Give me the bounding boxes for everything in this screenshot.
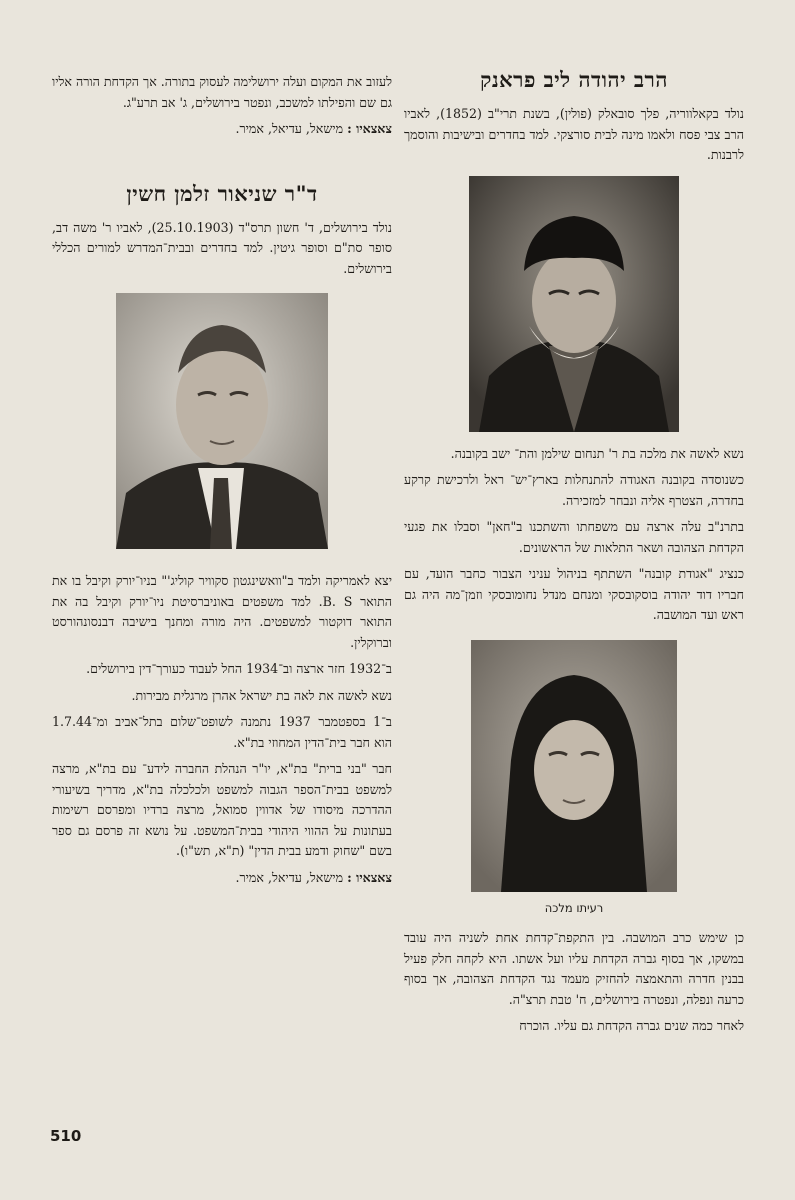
paragraph-aliyah: בתרנ"ב עלה ארצה עם משפחתו והשתכנו ב"חאן" וסבלו את פגעי הקדחת הצהובה ושאר התלאות של הראשונים. bbox=[404, 519, 744, 555]
paragraph-founding: כשנוסדה בקובנה האגודה להתנחלות בארץ־יש־ ראל ולרכישת קרקע בחדרה, הצטרף אליה ונבחר למזכירה. bbox=[404, 472, 744, 508]
paragraph-descendants-chesin bbox=[52, 868, 392, 889]
paragraph-1932: ב־1932 חזר ארצה וב־1934 החל לעבוד כעורך־דין בירושלים. bbox=[86, 661, 392, 676]
paragraph-america: יצא לאמריקה ולמד ב"וואשינגטון סקוויר קוליג'" בניו־יורק וקיבל בו את התואר B. S. למד משפטים באוניברסיטת ניו־יורק וקיבל בה את התואר דוקטור למשפטים. היה מורה ומחנך בישיבה דבנסונהורסט וברוקלין. bbox=[52, 573, 393, 650]
descendants-label: צאצאיו : bbox=[347, 869, 392, 885]
descendants-label: צאצאיו : bbox=[347, 121, 392, 136]
portrait-rabbi-frank bbox=[469, 176, 679, 432]
article-heading-frank: הרב יהודה ליב פראנק bbox=[480, 67, 668, 92]
paragraph-intro-chesin: נולד בירושלים, ד' חשון תרס"ד (25.10.1903), לאביו ר' משה דב, סופר סת"ם וסופר גיטין. למד בחדרים ובבית־המדרש למורים הכללי בירושלים. bbox=[52, 219, 393, 276]
photo-caption: רעיתו מלכה bbox=[544, 900, 604, 915]
paragraph-agudah: כנציג "אגודת קובנה" השתתף בניהול עניני הצבור כחבר הועד, עם חבריו דוד יהודה בוסקובסקי ומנחם מנדל נחומובסקי וזמן־מה היה גם ראש ועד המושבה. bbox=[404, 566, 744, 622]
paragraph-rabbi: כן שימש כרב המושבה. בין התקפת־קדחת אחת לשניה היה עובד במשקו, אך בסוף גברה הקדחת עליו ועל אשתו. היא לקחה חלק פעיל בבנין חדרה והתאמצה להחזיק מעמד נגד הקדחת הצהובה, אך בסוף כרעה ונפלה, ונפטרה בירושלים, ח' טבת תרצ"ה. bbox=[404, 930, 744, 1007]
portrait-wife-malka bbox=[471, 640, 677, 892]
left-column bbox=[52, 72, 392, 894]
paragraph-bnei-brit: חבר "בני ברית" בת"א, יו"ר הנהלת החברה לידע־ עם בת"א, מרצה למשפט בבית־הספר הגבוה למשפט ולכלכלה בת"א, מדריך בשיעורי ההדרכה מיסודו של אדווין סמואל, מרצה ברדיו ומפרסם רשימות בעתונות על ההווי היהודי בבית־המשפט. על נושא זה פרסם גם ספר בשם "שחוק ודמע בבית הדין" (ת"א, תש"ו). bbox=[52, 761, 392, 858]
paragraph-descendants-frank bbox=[52, 119, 392, 140]
descendants-text: מישאל, עדיאל, אמיר. bbox=[235, 121, 344, 136]
paragraph-continuation: לעזוב את המקום ועלה ירושלימה לעסוק בתורה. אך הקדחת הורה אליו גם שם והפילתו למשכב, ונפטר בירושלים, ג' אב תרע"ג. bbox=[52, 74, 392, 110]
article-heading-chesin: ד"ר שניאור זלמן חשין bbox=[126, 180, 318, 206]
paragraph-end: לאחר כמה שנים גברה הקדחת גם עליו. הוכרח bbox=[519, 1018, 744, 1033]
paragraph-judge: ב־1 בספטמבר 1937 נתמנה לשופט־שלום בתל־אביב ומ־1.7.44 הוא חבר בית־הדין המחוזי בת"א. bbox=[52, 714, 392, 750]
paragraph-marriage-chesin: נשא לאשה את לאה בת ישראל אהרן מרגלית מבירות. bbox=[131, 687, 392, 703]
descendants-text: מישאל, עדיאל, אמיר. bbox=[235, 869, 344, 885]
right-column bbox=[404, 66, 744, 1043]
paragraph-intro-frank: נולד בקאלווריה, פלך סובאלק (פולין), בשנת תרי"ב (1852), לאביו הרב צבי פסח ולאמו מינה לבית סורצקי. למד בחדרים ובישיבות והוסמך לרבנות. bbox=[404, 106, 744, 162]
portrait-dr-chesin bbox=[116, 293, 328, 549]
page-number: 510 bbox=[50, 1127, 82, 1145]
paragraph-marriage-frank: נשא לאשה את מלכה בת ר' תנחום שילמן והת־ ישב בקובנה. bbox=[450, 445, 744, 461]
